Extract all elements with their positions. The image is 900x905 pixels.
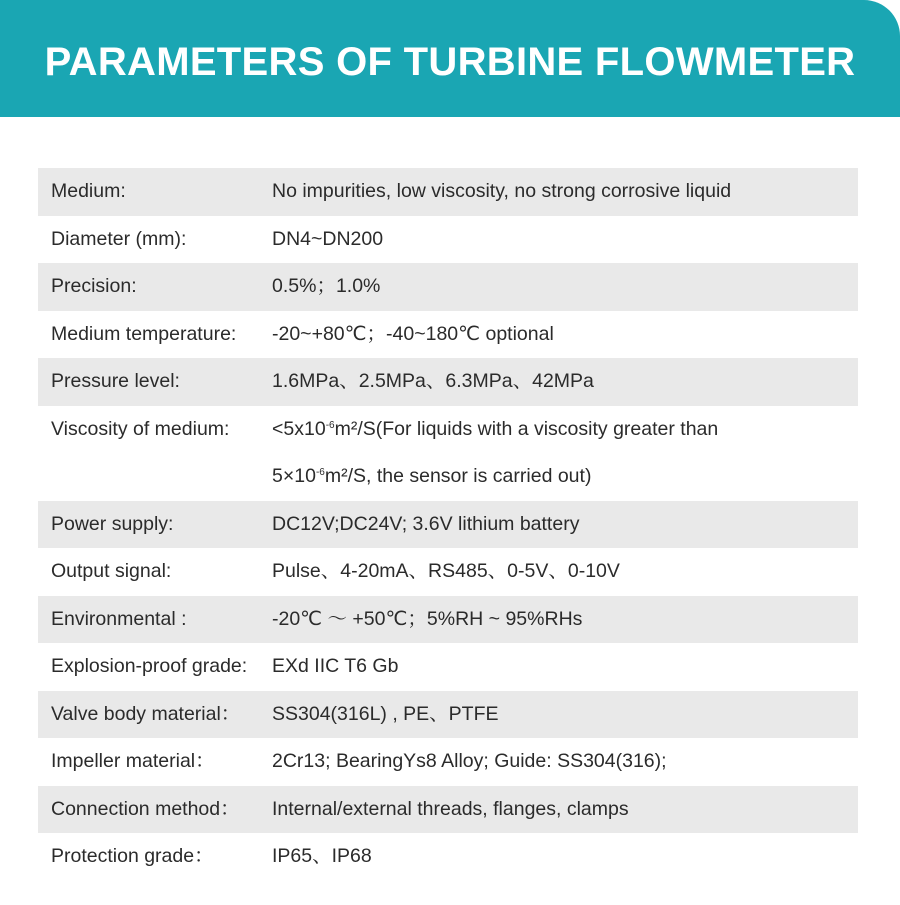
row-value: Pulse、4-20mA、RS485、0-5V、0-10V xyxy=(272,560,620,582)
row-value: EXd IIC T6 Gb xyxy=(272,655,399,677)
row-label: Viscosity of medium: xyxy=(51,417,230,440)
row-value: SS304(316L) , PE、PTFE xyxy=(272,702,499,725)
table-row xyxy=(38,406,858,501)
row-label: Pressure level: xyxy=(51,370,180,392)
row-label: Medium: xyxy=(51,180,126,202)
row-label: Impeller material： xyxy=(51,750,215,772)
row-value: Internal/external threads, flanges, clamps xyxy=(272,797,629,820)
row-value: -20℃ ～ +50℃；5%RH ~ 95%RHs xyxy=(272,607,583,630)
row-label: Explosion-proof grade: xyxy=(51,655,248,677)
row-value: IP65、IP68 xyxy=(272,845,372,867)
table-row xyxy=(38,833,858,881)
row-value: DC12V;DC24V; 3.6V lithium battery xyxy=(272,512,580,535)
row-value: No impurities, low viscosity, no strong corrosive liquid xyxy=(272,180,732,202)
row-value: 0.5%；1.0% xyxy=(272,275,381,297)
row-label: Power supply: xyxy=(51,512,174,535)
row-label: Output signal: xyxy=(51,560,172,582)
row-value: 2Cr13; BearingYs8 Alloy; Guide: SS304(316); xyxy=(272,750,667,772)
row-label: Diameter (mm): xyxy=(51,227,187,250)
row-value: 1.6MPa、2.5MPa、6.3MPa、42MPa xyxy=(272,370,594,392)
page-title: PARAMETERS OF TURBINE FLOWMETER xyxy=(44,40,856,84)
parameters-table xyxy=(38,168,858,881)
row-label: Valve body material： xyxy=(51,702,241,725)
header-banner xyxy=(0,0,900,117)
row-label: Medium temperature: xyxy=(51,322,237,345)
row-value: $<5x10^{-6}m^2/S(For$ liquids with a viscosity greater than $5\times 10^{-6}m^2/S$, the sensor is carried out) xyxy=(272,417,719,487)
row-value: DN4~DN200 xyxy=(272,227,384,250)
row-label: Connection method： xyxy=(51,797,240,820)
row-label: Protection grade： xyxy=(51,845,214,867)
row-value: -20~+80℃；-40~180℃ optional xyxy=(272,322,554,345)
row-label: Environmental : xyxy=(51,607,187,630)
row-label: Precision: xyxy=(51,275,137,297)
